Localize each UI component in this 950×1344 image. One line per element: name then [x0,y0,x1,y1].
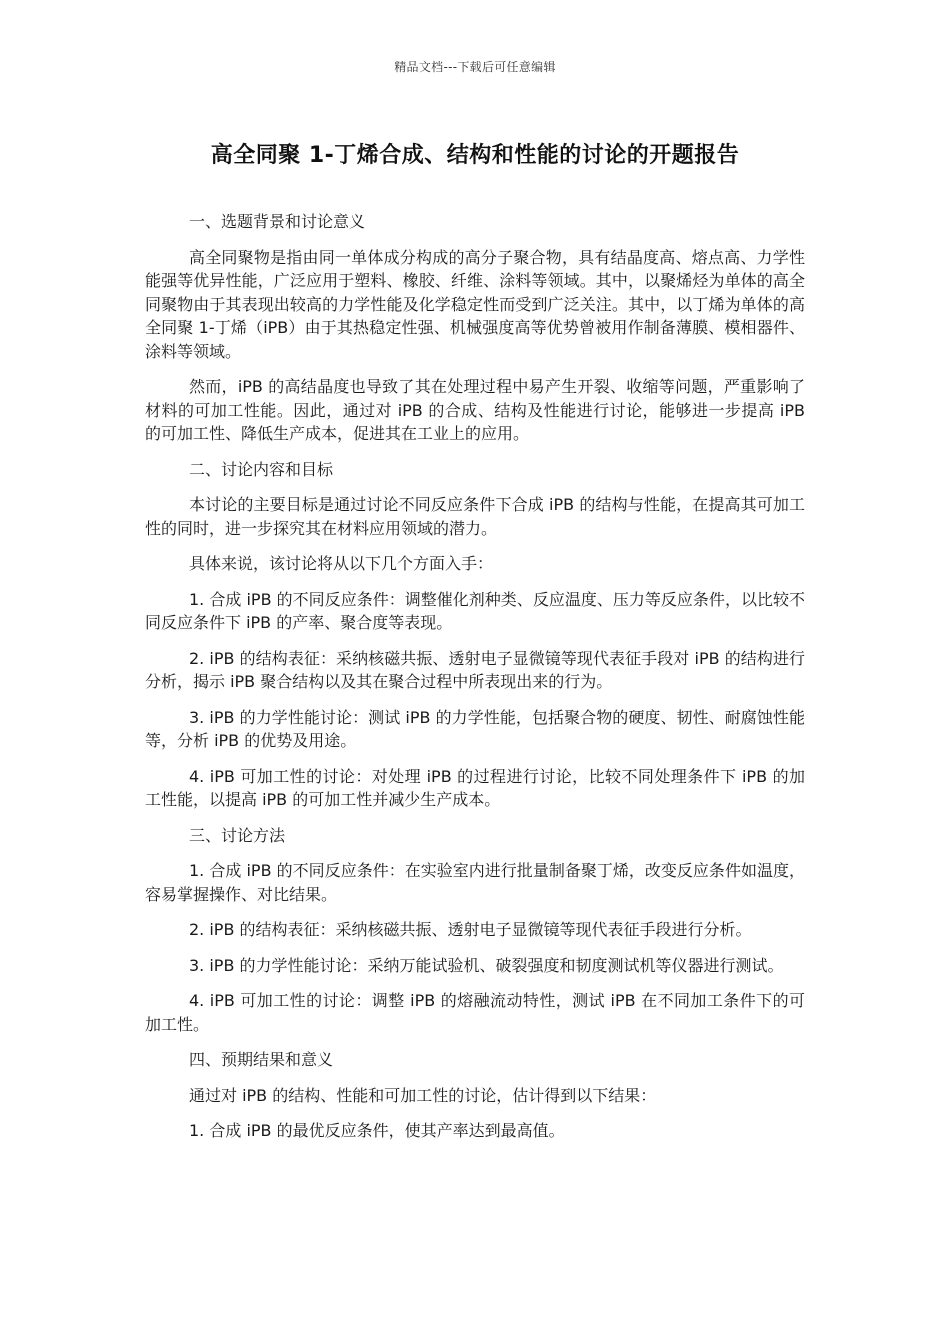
list-item: 4. iPB 可加工性的讨论：对处理 iPB 的过程进行讨论，比较不同处理条件下 iPB 的加工性能，以提高 iPB 的可加工性并减少生产成本。 [145,766,805,809]
list-item: 1. 合成 iPB 的不同反应条件：在实验室内进行批量制备聚丁烯，改变反应条件如温度，容易掌握操作、对比结果。 [145,861,805,904]
list-item: 1. 合成 iPB 的最优反应条件，使其产率达到最高值。 [189,1121,565,1140]
document-title: 高全同聚 1-丁烯合成、结构和性能的讨论的开题报告 [210,143,740,168]
list-item: 2. iPB 的结构表征：采纳核磁共振、透射电子显微镜等现代表征手段对 iPB 的结构进行分析，揭示 iPB 聚合结构以及其在聚合过程中所表现出来的行为。 [145,648,805,691]
paragraph: 通过对 iPB 的结构、性能和可加工性的讨论，估计得到以下结果： [189,1085,657,1105]
document-body [145,210,805,1155]
paragraph: 具体来说，该讨论将从以下几个方面入手： [189,554,494,573]
section-heading-expected-results: 四、预期结果和意义 [189,1050,334,1069]
list-item: 3. iPB 的力学性能讨论：测试 iPB 的力学性能，包括聚合物的硬度、韧性、耐腐蚀性能等，分析 iPB 的优势及用途。 [145,707,805,750]
list-item: 4. iPB 可加工性的讨论：调整 iPB 的熔融流动特性，测试 iPB 在不同加工条件下的可加工性。 [145,991,805,1034]
list-item: 1. 合成 iPB 的不同反应条件：调整催化剂种类、反应温度、压力等反应条件，以比较不同反应条件下 iPB 的产率、聚合度等表现。 [145,589,805,632]
section-heading-content-goals: 二、讨论内容和目标 [189,459,334,479]
list-item: 2. iPB 的结构表征：采纳核磁共振、透射电子显微镜等现代表征手段进行分析。 [189,920,752,939]
header-note: 精品文档---下载后可任意编辑 [394,60,556,74]
paragraph: 然而，iPB 的高结晶度也导致了其在处理过程中易产生开裂、收缩等问题，严重影响了材料的可加工性能。因此，通过对 iPB 的合成、结构及性能进行讨论，能够进一步提高 iPB 的可加工性、降低生产成本，促进其在工业上的应用。 [145,377,805,443]
paragraph: 本讨论的主要目标是通过讨论不同反应条件下合成 iPB 的结构与性能，在提高其可加工性的同时，进一步探究其在材料应用领域的潜力。 [145,495,805,538]
list-item: 3. iPB 的力学性能讨论：采纳万能试验机、破裂强度和韧度测试机等仪器进行测试。 [189,955,784,975]
section-heading-methods: 三、讨论方法 [189,825,286,845]
paragraph: 高全同聚物是指由同一单体成分构成的高分子聚合物，具有结晶度高、熔点高、力学性能强等优异性能，广泛应用于塑料、橡胶、纤维、涂料等领域。其中，以聚烯烃为单体的高全同聚物由于其表现出较高的力学性能及化学稳定性而受到广泛关注。其中，以丁烯为单体的高全同聚 1-丁烯（iPB）由于其热稳定性强、机械强度高等优势曾被用作制备薄膜、模相器件、涂料等领域。 [145,247,805,361]
section-heading-background: 一、选题背景和讨论意义 [189,212,366,231]
